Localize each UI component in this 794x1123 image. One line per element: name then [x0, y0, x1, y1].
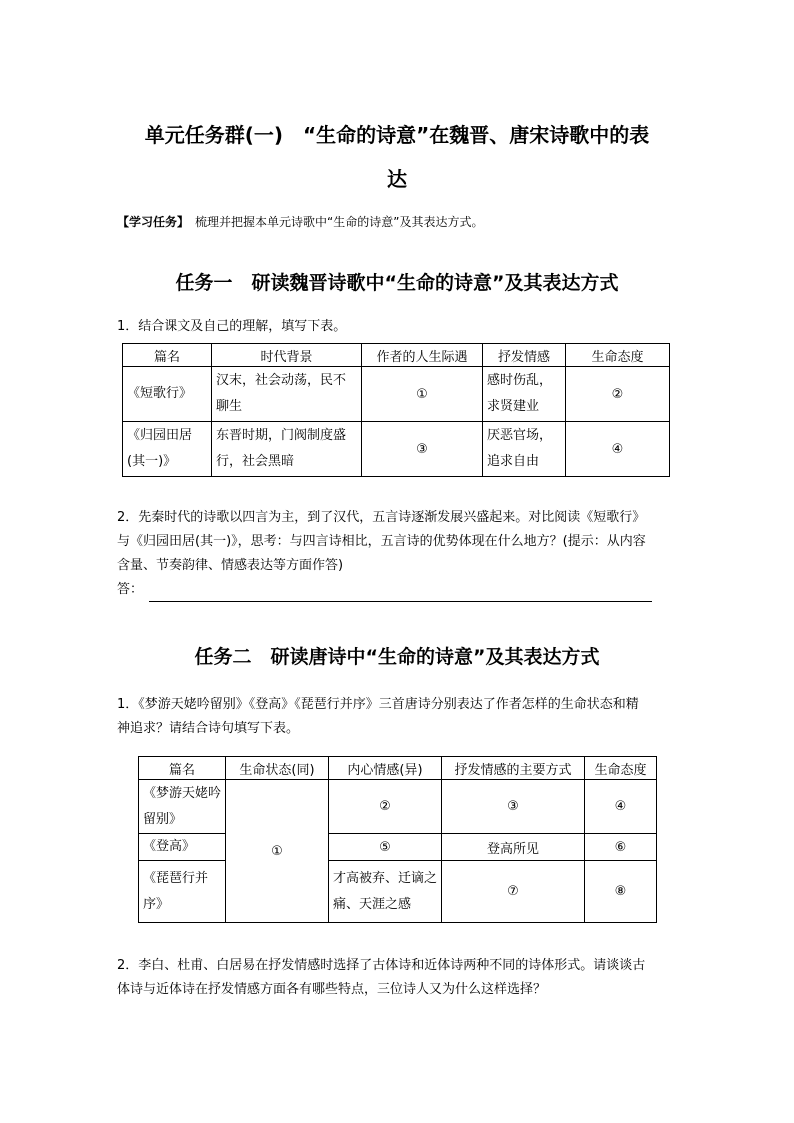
table-row: [139, 834, 657, 861]
task1-q2: [117, 506, 687, 602]
task1-q2-line: 与《归园田居(其一)》，思考：与四言诗相比，五言诗的优势体现在什么地方？(提示：从内容: [117, 534, 646, 549]
table-cell: ③: [362, 422, 483, 477]
task2-heading: 任务二 研读唐诗中“生命的诗意”及其表达方式: [194, 646, 600, 668]
table-cell: ④: [585, 780, 657, 834]
table-header: 生命态度: [566, 344, 670, 367]
table-header: 篇名: [123, 344, 212, 367]
table-cell: 《琵琶行并序》: [139, 861, 226, 923]
table-cell: ⑤: [329, 834, 442, 861]
answer-blank[interactable]: [149, 585, 652, 602]
table-cell: 《短歌行》: [123, 367, 212, 422]
task1-heading: 任务一 研读魏晋诗歌中“生命的诗意”及其表达方式: [175, 272, 619, 294]
table-header: 生命状态(同): [226, 757, 329, 780]
table-cell: 厌恶官场，追求自由: [483, 422, 566, 477]
table-cell: ③: [442, 780, 585, 834]
task2-q1-line: 神追求？请结合诗句填写下表。: [117, 721, 300, 736]
table-header-row: [139, 757, 657, 780]
learning-task-tag: 【学习任务】: [117, 215, 190, 229]
task2-q1: [117, 693, 687, 741]
table-cell: ②: [329, 780, 442, 834]
table-cell: ④: [566, 422, 670, 477]
table-header: 内心情感(异): [329, 757, 442, 780]
answer-label: 答：: [117, 582, 144, 597]
table-header: 作者的人生际遇: [362, 344, 483, 367]
table-header: 篇名: [139, 757, 226, 780]
answer-row: [117, 578, 687, 602]
table-cell: 《归园田居(其一)》: [123, 422, 212, 477]
title-line-2: 达: [387, 167, 407, 191]
table-header: 抒发情感的主要方式: [442, 757, 585, 780]
table-cell: 《梦游天姥吟留别》: [139, 780, 226, 834]
task1-q2-line: 2．先秦时代的诗歌以四言为主，到了汉代，五言诗逐渐发展兴盛起来。对比阅读《短歌行》: [117, 510, 646, 525]
table-row: [139, 780, 657, 834]
task2-q2: [117, 954, 687, 1002]
task1-q2-line: 含量、节奏韵律、情感表达等方面作答): [117, 558, 344, 573]
table-row: [139, 861, 657, 923]
page-title: [110, 113, 684, 201]
table-cell-merged: ①: [226, 780, 329, 923]
table-header: 抒发情感: [483, 344, 566, 367]
task2-q1-line: 1．《梦游天姥吟留别》《登高》《琵琶行并序》三首唐诗分别表达了作者怎样的生命状态和精: [117, 697, 639, 712]
table-cell: 《登高》: [139, 834, 226, 861]
table-header: 生命态度: [585, 757, 657, 780]
table-cell: 汉末，社会动荡，民不聊生: [212, 367, 362, 422]
table-cell: ①: [362, 367, 483, 422]
table-cell: ②: [566, 367, 670, 422]
table-cell: ⑦: [442, 861, 585, 923]
table-header: 时代背景: [212, 344, 362, 367]
task1-q1: 1．结合课文及自己的理解，填写下表。: [117, 319, 347, 334]
table-row: [123, 367, 670, 422]
table-cell: 感时伤乱，求贤建业: [483, 367, 566, 422]
table-cell: ⑧: [585, 861, 657, 923]
learning-task-text: 梳理并把握本单元诗歌中“生命的诗意”及其表达方式。: [195, 215, 484, 229]
title-line-1: 单元任务群(一) “生命的诗意”在魏晋、唐宋诗歌中的表: [144, 123, 650, 147]
table-cell: 才高被弃、迁谪之痛、天涯之感: [329, 861, 442, 923]
table-header-row: [123, 344, 670, 367]
table-cell: 登高所见: [442, 834, 585, 861]
learning-task: [117, 213, 483, 230]
table-cell: 东晋时期，门阀制度盛行，社会黑暗: [212, 422, 362, 477]
table-row: [123, 422, 670, 477]
task1-table: [122, 343, 670, 477]
table-cell: ⑥: [585, 834, 657, 861]
task2-q2-line: 体诗与近体诗在抒发情感方面各有哪些特点，三位诗人又为什么这样选择？: [117, 982, 547, 997]
task2-q2-line: 2．李白、杜甫、白居易在抒发情感时选择了古体诗和近体诗两种不同的诗体形式。请谈谈古: [117, 958, 646, 973]
task2-table: [138, 756, 657, 923]
